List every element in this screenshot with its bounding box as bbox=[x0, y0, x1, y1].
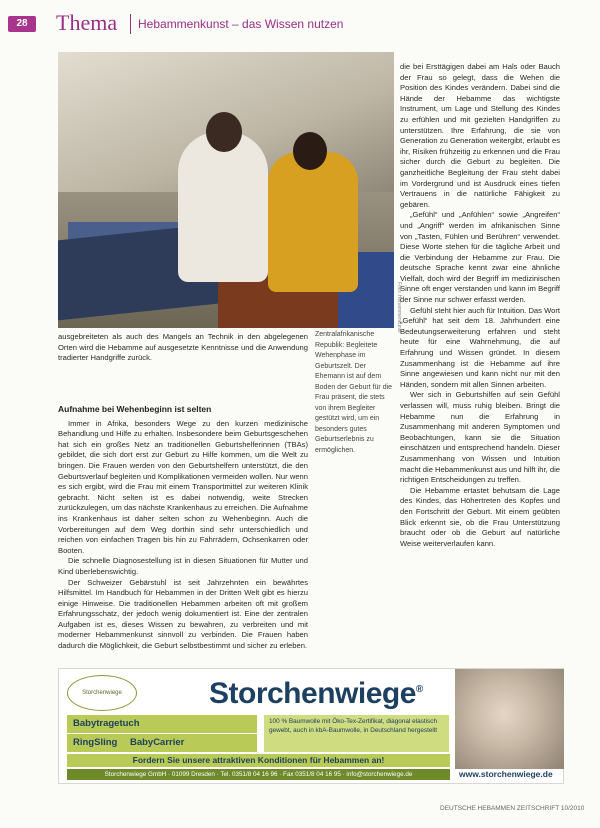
ad-product-line bbox=[67, 734, 257, 752]
body-paragraph: „Gefühl“ und „Anfühlen“ sowie „Angreifen“ und „Angriff“ werden im afrikanischen Sinne von „Tasten, Fühlen und Berühren“ verwendet. Diese Worte stehen für die tägliche Arbeit und die Verbindung der Hebamme zur Frau. Die deutsche Sprache kennt zwar eine ähnliche Vielfalt, doch wird der Begriff im medizinischen Sinne oft enger verstanden und kann im Begriff der Sinne nur schwer erfasst werden. bbox=[400, 210, 560, 305]
photo-midwife bbox=[178, 132, 268, 282]
body-paragraph: Immer in Afrika, besonders Wege zu den kurzen medizinische Behandlung und Hilfe zu erhalten. Insbesondere beim Geburtsgeschehen hat sich ein großes Netz an traditionellen Geburtshelferinnen (TBAs) gebildet, die sich dort erst zur Geburt zu Hilfe kommen, um die Welt zu bringen. Die Frauen werden von den Geburtshelfern unterstützt, die den Geburtsverlauf begleiten und Komplikationen vermeiden wollen. Nur wenn es sich ergibt, wird die Frau mit einem Transportmittel zur weiteren Klinik gebracht. Nicht selten ist es dabei notwendig, weite Strecken zurückzulegen, um das nächste Krankenhaus zu erreichen. Die Aufnahme ins Krankenhaus ist daher selten schon zu Wehenbeginn. Auch die Vorbereitungen auf dem Weg dorthin sind sehr unterschiedlich und reichen von einfachen Tragen bis hin zu Fahrrädern, Ochsenkarren oder Booten. bbox=[58, 418, 308, 555]
ad-brand-name: Storchenwiege bbox=[209, 677, 416, 710]
header-divider bbox=[130, 14, 131, 34]
body-paragraph: Die Hebamme ertastet behutsam die Lage des Kindes, das Höhertreten des Kopfes und den Fortschritt der Geburt. Mit einem geübten Blick erkennt sie, ob die Frau Unterstützung braucht oder ob die Geburt auf natürliche Weise weiterverlaufen kann. bbox=[400, 485, 560, 548]
ad-url-link[interactable]: www.storchenwiege.de bbox=[459, 769, 553, 779]
body-paragraph: Der Schweizer Gebärstuhl ist seit Jahrzehnten ein bewährtes Hilfsmittel. Im Handbuch für Hebammen in der Dritten Welt gibt es hierzu einige Hinweise. Die traditionellen Hebammen arbeiten oft mit großem Erfahrungsschatz, der jedoch wenig dokumentiert ist. Eine der zentralen Aufgaben ist es, dieses Wissen zu bewahren, zu verbreiten und mit moderner Hebammenkunst sinnvoll zu verbinden. Die Frauen haben dadurch die Möglichkeit, die Geburt selbstbestimmt und sicher zu erleben. bbox=[58, 577, 308, 651]
body-paragraph: Wer sich in Geburtshilfen auf sein Gefühl verlassen will, muss ruhig bleiben. Bringt die Hebamme nun die Erfahrung in Zusammenhang mit anderen Symptomen und Beobachtungen, kann sie die Situation einschätzen und entsprechend handeln. Dieser Zusammenhang von Wissen und Intuition macht die Hebammenkunst aus und hilft ihr, die richtigen Entscheidungen zu treffen. bbox=[400, 390, 560, 485]
ad-product-wrap: Babytragetuch bbox=[67, 715, 257, 733]
advertisement[interactable] bbox=[58, 668, 564, 784]
ad-baby-photo bbox=[455, 669, 564, 769]
page-number: 28 bbox=[8, 16, 36, 32]
left-section bbox=[58, 404, 308, 652]
page-footer: DEUTSCHE HEBAMMEN ZEITSCHRIFT 10/2010 bbox=[440, 805, 585, 812]
body-paragraph: die bei Ersttägigen dabei am Hals oder Bauch der Frau so gelegt, dass die Wehen die Position des Kindes verändern. Dabei sind die Hände der Hebamme das wichtigste Instrument, um Lage und Stellung des Kindes zu erfühlen und mit gezielten Handgriffen zu unterstützen. Ihre Erfahrung, die sie von Generation zu Generation weitergibt, erlaubt es ihr, Risiken frühzeitig zu erkennen und die Frau sicher durch die Geburt zu begleiten. Die ganzheitliche Begleitung der Frau steht dabei im Vordergrund und ist Ausdruck eines tiefen Vertrauens in die natürliche Fähigkeit zu gebären. bbox=[400, 62, 560, 209]
section-subtitle: Hebammenkunst – das Wissen nutzen bbox=[138, 17, 344, 31]
body-paragraph: Gefühl steht hier auch für Intuition. Das Wort „Gefühl“ hat seit dem 18. Jahrhundert eine Bedeutungserweiterung erfahren und steht heute für eine Wahrnehmung, die auf Erfahrung und Wissen gründet. In diesem Zusammenhang ist die Hebamme auf ihre Sinne angewiesen und kann nicht nur mit den Händen, sondern mit allen Sinnen arbeiten. bbox=[400, 305, 560, 389]
ad-brand-mark: ® bbox=[415, 684, 423, 695]
ad-banner: Fordern Sie unsere attraktiven Konditionen für Hebammen an! bbox=[67, 754, 450, 767]
article-photo bbox=[58, 52, 394, 328]
ad-description: 100 % Baumwolle mit Öko-Tex-Zertifikat, diagonal elastisch gewebt, auch in kbA-Baumwolle, in Deutschland hergestellt bbox=[264, 715, 449, 752]
right-column bbox=[400, 62, 560, 549]
ad-logo: Storchenwiege bbox=[67, 675, 137, 711]
ad-brand bbox=[209, 677, 423, 711]
ad-product-ringsling: RingSling bbox=[73, 737, 118, 748]
left-intro-text bbox=[58, 332, 308, 364]
photo-caption: Zentralafrikanische Republik: Begleitete Wehenphase im Geburtszelt. Der Ehemann ist auf dem Boden der Geburt für die Frau präsent, die stets von ihrem Begleiter gestützt wird, um ein besonders gutes Geburtserlebnis zu ermöglichen. bbox=[315, 331, 393, 454]
photo-companion bbox=[268, 152, 358, 292]
body-paragraph: Die schnelle Diagnosestellung ist in diesen Situationen für Mutter und Kind überlebenswichtig. bbox=[58, 556, 308, 576]
ad-contact: Storchenwiege GmbH · 01099 Dresden · Tel. 0351/8 04 16 96 · Fax 0351/8 04 16 95 · info@storchenwiege.de bbox=[67, 769, 450, 780]
section-title: Thema bbox=[56, 10, 118, 35]
page-header bbox=[0, 12, 600, 38]
intro-paragraph: ausgebreiteten als auch des Mangels an Technik in den abgelegenen Orten wird die Hebamme auf ausgesetzte Kenntnisse und die Anwendung tradierter Handgriffe zurück. bbox=[58, 332, 308, 363]
photo-companion-head bbox=[293, 132, 327, 170]
photo-midwife-head bbox=[206, 112, 242, 152]
photo-credit: Foto: Hebammenkunst bbox=[396, 282, 402, 333]
section-heading: Aufnahme bei Wehenbeginn ist selten bbox=[58, 404, 212, 414]
ad-product-babycarrier: BabyCarrier bbox=[129, 737, 185, 748]
